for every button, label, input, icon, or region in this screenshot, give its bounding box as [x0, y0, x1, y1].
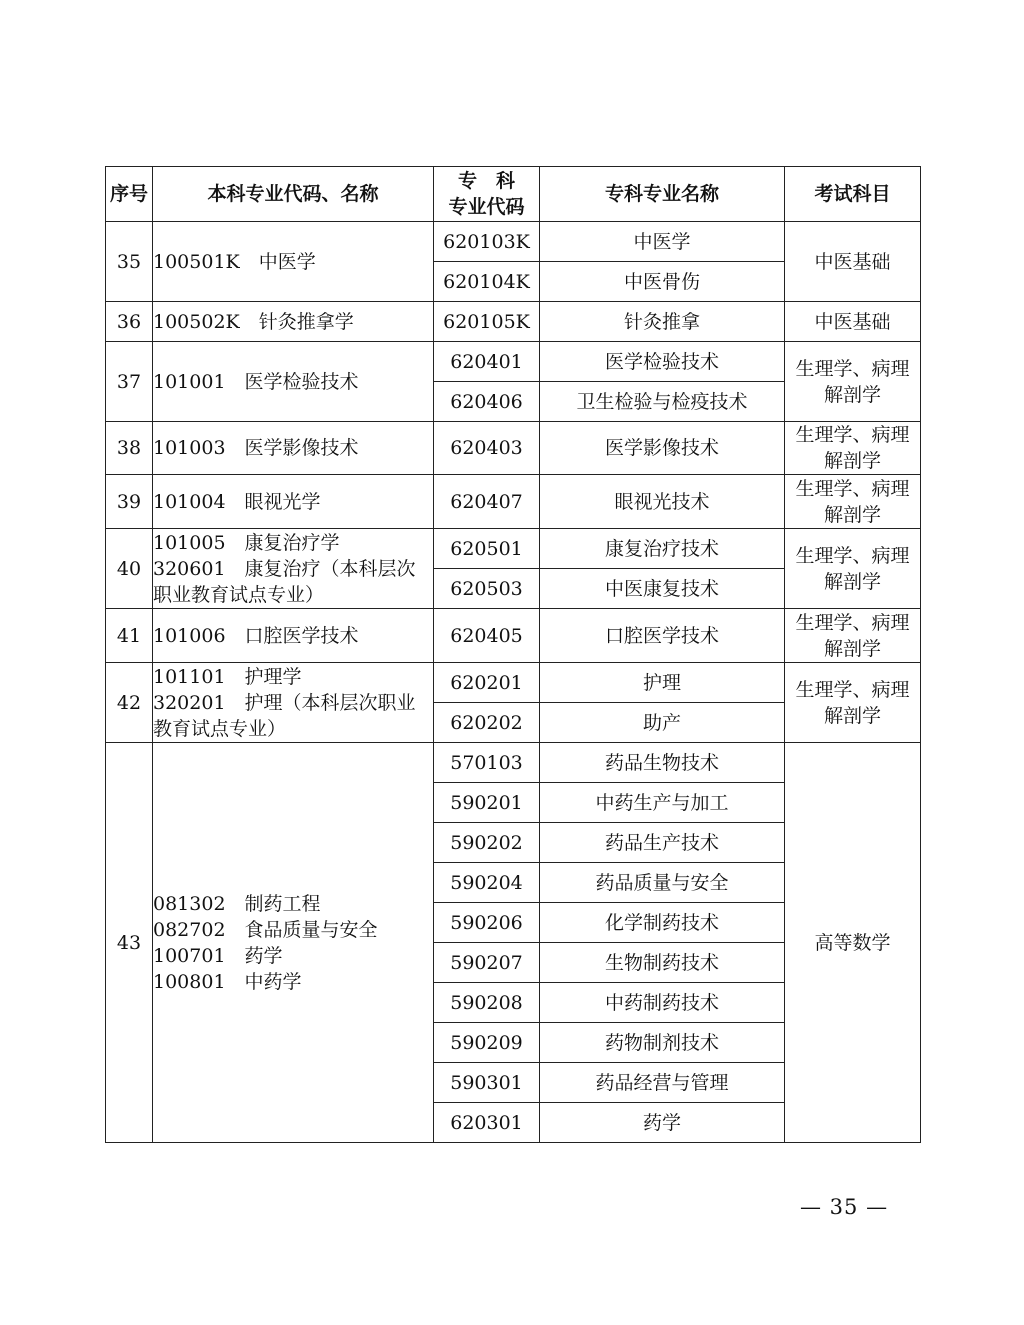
row-bachelor-majors [153, 342, 434, 422]
zk-name: 药物制剂技术 [540, 1023, 785, 1063]
bachelor-major: 100502K 针灸推拿学 [153, 310, 354, 333]
zk-code: 620406 [434, 382, 540, 422]
exam-subject-line: 解剖学 [823, 450, 881, 472]
bachelor-major: 320201 护理（本科层次职业教育试点专业） [153, 691, 416, 740]
zk-name: 中药制药技术 [540, 983, 785, 1023]
zk-name: 药品经营与管理 [540, 1063, 785, 1103]
header-zk-name: 专科专业名称 [540, 167, 785, 222]
exam-subject-line: 解剖学 [823, 383, 881, 406]
row-seq: 41 [106, 609, 153, 663]
zk-code: 620401 [434, 342, 540, 382]
zk-code: 590207 [434, 943, 540, 983]
bachelor-major: 082702 食品质量与安全 [153, 918, 378, 941]
exam-subject-line: 高等数学 [814, 931, 891, 954]
table-body [106, 222, 921, 1143]
exam-subject [785, 609, 921, 663]
exam-subject [785, 475, 921, 529]
zk-name: 中医康复技术 [540, 569, 785, 609]
exam-subject-line: 解剖学 [823, 570, 881, 593]
zk-name: 生物制药技术 [540, 943, 785, 983]
zk-name: 中医学 [540, 222, 785, 262]
zk-code: 590202 [434, 823, 540, 863]
row-bachelor-majors [153, 743, 434, 1143]
bachelor-major: 320601 康复治疗（本科层次职业教育试点专业） [153, 557, 416, 606]
bachelor-major: 081302 制药工程 [153, 892, 321, 915]
exam-subject [785, 663, 921, 743]
zk-name: 化学制药技术 [540, 903, 785, 943]
zk-name: 医学影像技术 [540, 422, 785, 475]
row-bachelor-majors [153, 663, 434, 743]
bachelor-major: 101005 康复治疗学 [153, 531, 340, 554]
table-header-row [106, 167, 921, 222]
row-seq: 35 [106, 222, 153, 302]
row-seq: 43 [106, 743, 153, 1143]
header-exam: 考试科目 [785, 167, 921, 222]
zk-name: 卫生检验与检疫技术 [540, 382, 785, 422]
row-bachelor-majors [153, 475, 434, 529]
exam-subject-line: 生理学、病理 [795, 678, 910, 701]
header-bachelor: 本科专业代码、名称 [153, 167, 434, 222]
exam-subject [785, 342, 921, 422]
table-row [106, 222, 921, 262]
header-seq: 序号 [106, 167, 153, 222]
zk-code: 620104K [434, 262, 540, 302]
zk-name: 中药生产与加工 [540, 783, 785, 823]
zk-code: 620201 [434, 663, 540, 703]
zk-name: 康复治疗技术 [540, 529, 785, 569]
row-bachelor-majors [153, 302, 434, 342]
exam-subject [785, 222, 921, 302]
exam-subject-line: 生理学、病理 [795, 544, 910, 567]
exam-subject-line: 中医基础 [814, 310, 891, 333]
zk-name: 药品生物技术 [540, 743, 785, 783]
exam-subject-line: 生理学、病理 [795, 424, 910, 446]
zk-code: 590204 [434, 863, 540, 903]
row-bachelor-majors [153, 609, 434, 663]
exam-subject-line: 生理学、病理 [795, 477, 910, 500]
exam-subject-line: 生理学、病理 [795, 357, 910, 380]
row-seq: 38 [106, 422, 153, 475]
table-row [106, 743, 921, 783]
bachelor-major: 100801 中药学 [153, 970, 302, 993]
zk-code: 570103 [434, 743, 540, 783]
major-table [105, 166, 921, 1143]
exam-subject-line: 解剖学 [823, 704, 881, 727]
row-bachelor-majors [153, 222, 434, 302]
zk-name: 助产 [540, 703, 785, 743]
row-seq: 37 [106, 342, 153, 422]
row-seq: 39 [106, 475, 153, 529]
zk-code: 620407 [434, 475, 540, 529]
bachelor-major: 101001 医学检验技术 [153, 370, 359, 393]
row-bachelor-majors [153, 529, 434, 609]
zk-code: 620501 [434, 529, 540, 569]
zk-name: 中医骨伤 [540, 262, 785, 302]
bachelor-major: 100501K 中医学 [153, 250, 316, 273]
table-row [106, 302, 921, 342]
table-row [106, 663, 921, 703]
bachelor-major: 101004 眼视光学 [153, 490, 321, 513]
bachelor-major: 100701 药学 [153, 944, 283, 967]
zk-name: 药品质量与安全 [540, 863, 785, 903]
exam-subject-line: 解剖学 [823, 503, 881, 526]
row-seq: 40 [106, 529, 153, 609]
zk-code: 590208 [434, 983, 540, 1023]
zk-name: 针灸推拿 [540, 302, 785, 342]
header-zk-code [434, 167, 540, 222]
row-seq: 36 [106, 302, 153, 342]
table-row [106, 342, 921, 382]
zk-code: 620503 [434, 569, 540, 609]
header-zk-code-line2: 专业代码 [448, 196, 525, 218]
exam-subject [785, 529, 921, 609]
exam-subject [785, 422, 921, 475]
table-row [106, 475, 921, 529]
zk-code: 620403 [434, 422, 540, 475]
zk-code: 590201 [434, 783, 540, 823]
exam-subject [785, 743, 921, 1143]
table-row [106, 422, 921, 475]
exam-subject-line: 生理学、病理 [795, 611, 910, 634]
table-row [106, 609, 921, 663]
zk-name: 口腔医学技术 [540, 609, 785, 663]
zk-name: 药学 [540, 1103, 785, 1143]
row-seq: 42 [106, 663, 153, 743]
exam-subject-line: 解剖学 [823, 637, 881, 660]
zk-code: 620105K [434, 302, 540, 342]
zk-code: 590301 [434, 1063, 540, 1103]
zk-code: 620202 [434, 703, 540, 743]
bachelor-major: 101006 口腔医学技术 [153, 624, 359, 647]
zk-code: 590209 [434, 1023, 540, 1063]
zk-code: 590206 [434, 903, 540, 943]
zk-name: 眼视光技术 [540, 475, 785, 529]
zk-code: 620301 [434, 1103, 540, 1143]
bachelor-major: 101003 医学影像技术 [153, 437, 359, 459]
exam-subject-line: 中医基础 [814, 250, 891, 273]
zk-code: 620103K [434, 222, 540, 262]
row-bachelor-majors [153, 422, 434, 475]
bachelor-major: 101101 护理学 [153, 665, 302, 688]
table-row [106, 529, 921, 569]
zk-name: 医学检验技术 [540, 342, 785, 382]
page-number: — 35 — [800, 1195, 889, 1219]
zk-name: 药品生产技术 [540, 823, 785, 863]
exam-subject [785, 302, 921, 342]
zk-name: 护理 [540, 663, 785, 703]
zk-code: 620405 [434, 609, 540, 663]
header-zk-code-line1: 专 科 [457, 170, 515, 192]
